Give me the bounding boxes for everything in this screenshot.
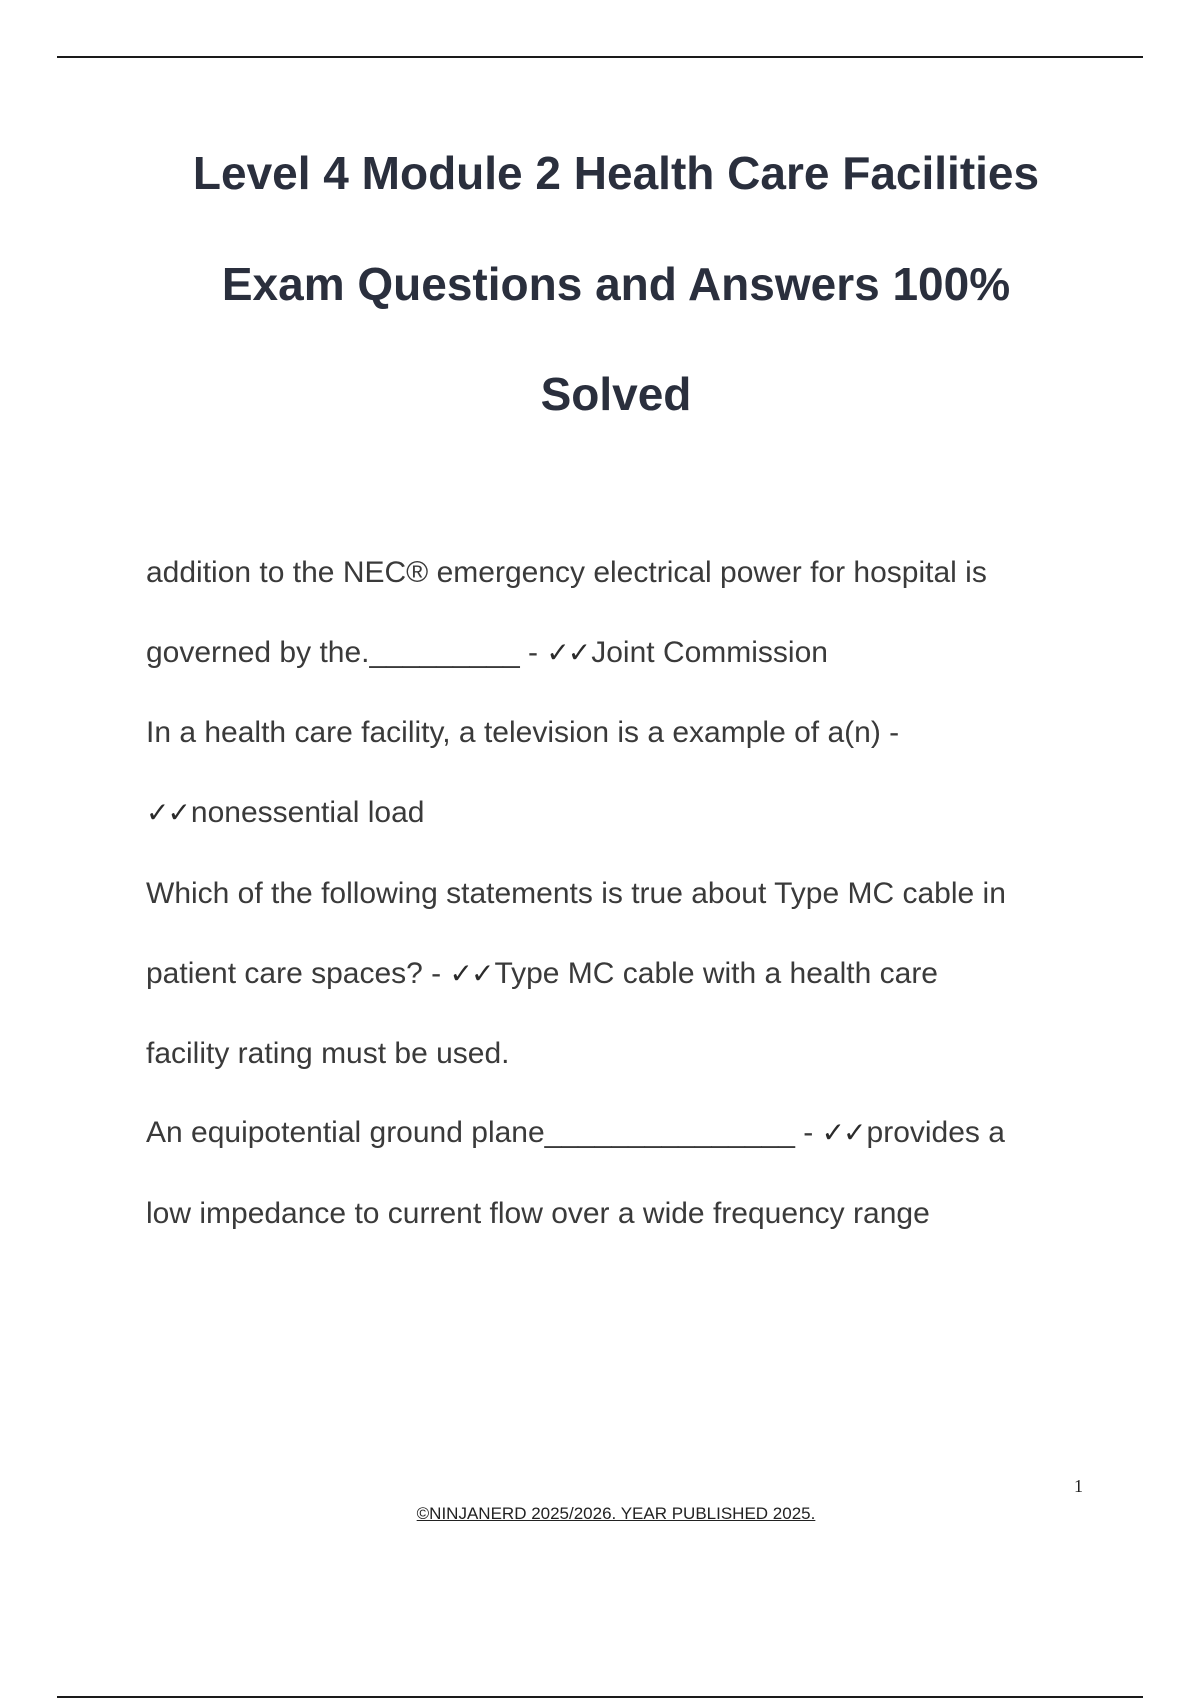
answer-2: nonessential load (190, 796, 425, 829)
footer (0, 1504, 1200, 1524)
question-3-text: patient care spaces? - (146, 957, 450, 990)
answer-4-part-1: provides a (866, 1116, 1005, 1149)
double-check-icon: ✓✓ (449, 957, 493, 990)
answer-3-part-1: Type MC cable with a health care (494, 957, 938, 990)
title-line-2: Exam Questions and Answers 100% (221, 258, 1011, 310)
question-3-line-1: Which of the following statements is true about Type MC cable in (146, 877, 1006, 910)
bottom-rule (57, 1696, 1143, 1698)
page-number: 1 (1074, 1476, 1083, 1496)
question-4-text: An equipotential ground plane_______________ - (146, 1116, 822, 1149)
question-1-text: governed by the._________ - (146, 636, 547, 669)
double-check-icon: ✓✓ (821, 1116, 865, 1149)
title-line-3: Solved (540, 368, 692, 420)
title-line-1: Level 4 Module 2 Health Care Facilities (192, 147, 1040, 199)
question-3-line-2 (146, 957, 938, 991)
answer-1: Joint Commission (591, 636, 828, 669)
question-1-line-1: addition to the NEC® emergency electrical power for hospital is (146, 556, 987, 589)
double-check-icon: ✓✓ (146, 796, 189, 829)
footer-copyright: ©NINJANERD 2025/2026. YEAR PUBLISHED 2025. (416, 1504, 816, 1523)
answer-3-line-2: facility rating must be used. (146, 1037, 510, 1070)
answer-2-line (146, 796, 424, 830)
question-2: In a health care facility, a television is a example of a(n) - (146, 716, 900, 749)
question-1-line-2 (146, 636, 828, 670)
question-4-line-1 (146, 1116, 1005, 1150)
answer-4-line-2: low impedance to current flow over a wide frequency range (146, 1197, 930, 1230)
double-check-icon: ✓✓ (546, 636, 590, 669)
top-rule (57, 56, 1143, 58)
